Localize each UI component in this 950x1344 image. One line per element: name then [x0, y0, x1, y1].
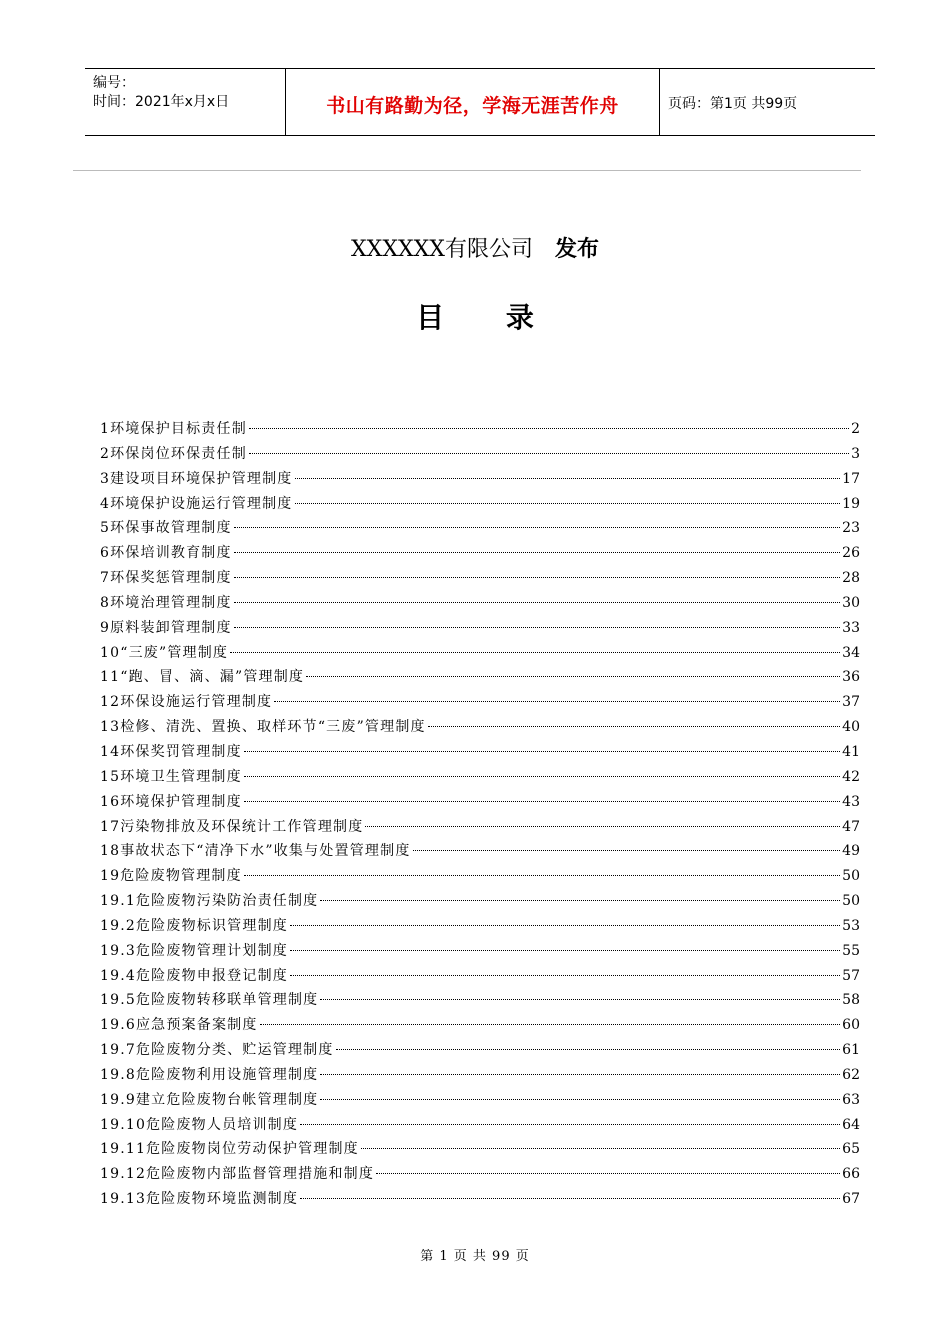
toc-entry-title: 19.4危险废物申报登记制度: [100, 967, 288, 984]
toc-dot-leader: [244, 875, 840, 876]
toc-entry-title: 1环境保护目标责任制: [100, 421, 247, 437]
toc-entry-page: 60: [842, 1017, 860, 1034]
toc-entry-title: 11“跑、冒、滴、漏”管理制度: [100, 669, 305, 686]
toc-entry-page: 47: [842, 818, 860, 835]
toc-entry[interactable]: [100, 1162, 860, 1187]
toc-entry-page: 30: [842, 594, 860, 611]
toc-entry-title: 19.10危险废物人员培训制度: [100, 1116, 299, 1133]
toc-entry-title: 17污染物排放及环保统计工作管理制度: [100, 818, 364, 835]
toc-dot-leader: [244, 751, 840, 752]
toc-dot-leader: [244, 776, 840, 777]
header-meta-cell: [85, 69, 286, 135]
toc-entry-title: 7环保奖惩管理制度: [100, 570, 232, 587]
toc-entry-title: 19危险废物管理制度: [100, 868, 242, 885]
publish-label: 发布: [554, 237, 599, 262]
table-of-contents: [100, 417, 860, 1212]
toc-entry-page: 19: [842, 495, 860, 512]
toc-entry[interactable]: [100, 1113, 860, 1138]
toc-entry[interactable]: [100, 616, 860, 641]
toc-entry-title: 14环保奖罚管理制度: [100, 743, 242, 760]
toc-dot-leader: [234, 527, 840, 528]
header-divider: [73, 170, 861, 171]
toc-entry-page: 42: [842, 768, 860, 785]
toc-dot-leader: [300, 1198, 840, 1199]
toc-dot-leader: [234, 552, 840, 553]
toc-entry-title: 19.13危险废物环境监测制度: [100, 1191, 299, 1208]
toc-dot-leader: [320, 900, 840, 901]
toc-entry-page: 58: [842, 992, 860, 1009]
document-date: 时间：2021年x月x日: [93, 94, 230, 110]
toc-entry-title: 3建设项目环境保护管理制度: [100, 470, 293, 487]
toc-dot-leader: [230, 652, 840, 653]
toc-entry[interactable]: [100, 690, 860, 715]
toc-entry-page: 40: [842, 719, 860, 736]
toc-entry-title: 18事故状态下“清净下水”收集与处置管理制度: [100, 843, 411, 860]
toc-dot-leader: [320, 1099, 840, 1100]
toc-dot-leader: [306, 676, 840, 677]
document-number-label: 编号：: [93, 75, 135, 91]
toc-entry-page: 53: [842, 917, 860, 934]
toc-entry-title: 4环境保护设施运行管理制度: [100, 495, 293, 512]
toc-dot-leader: [244, 801, 840, 802]
toc-entry-title: 9原料装卸管理制度: [100, 619, 232, 636]
toc-entry-page: 50: [842, 868, 860, 885]
toc-entry[interactable]: [100, 914, 860, 939]
toc-entry-title: 19.7危险废物分类、贮运管理制度: [100, 1042, 334, 1059]
toc-dot-leader: [295, 478, 841, 479]
toc-dot-leader: [413, 850, 841, 851]
toc-title: 目 录: [416, 301, 560, 334]
toc-entry-page: 3: [851, 445, 860, 462]
toc-entry[interactable]: [100, 591, 860, 616]
toc-entry-page: 67: [842, 1191, 860, 1208]
toc-entry-title: 13检修、清洗、置换、取样环节“三废”管理制度: [100, 719, 426, 736]
toc-dot-leader: [320, 999, 840, 1000]
toc-entry[interactable]: [100, 641, 860, 666]
toc-entry[interactable]: [100, 740, 860, 765]
toc-entry-page: 36: [842, 669, 860, 686]
toc-dot-leader: [300, 1124, 840, 1125]
toc-entry-page: 65: [842, 1141, 860, 1158]
toc-dot-leader: [376, 1173, 840, 1174]
toc-entry-page: 62: [842, 1066, 860, 1083]
toc-dot-leader: [428, 726, 840, 727]
toc-entry[interactable]: [100, 417, 860, 442]
toc-dot-leader: [361, 1148, 840, 1149]
toc-entry[interactable]: [100, 541, 860, 566]
toc-entry[interactable]: [100, 864, 860, 889]
toc-entry-title: 19.8危险废物利用设施管理制度: [100, 1066, 319, 1083]
header-page-info: 页码：第1页 共99页: [668, 96, 798, 112]
toc-dot-leader: [260, 1024, 841, 1025]
toc-dot-leader: [365, 826, 840, 827]
toc-entry-page: 61: [842, 1042, 860, 1059]
toc-entry-title: 10“三废”管理制度: [100, 644, 229, 661]
header-page-cell: [660, 69, 875, 135]
toc-entry[interactable]: [100, 492, 860, 517]
toc-entry-page: 2: [851, 421, 860, 437]
toc-entry[interactable]: [100, 1088, 860, 1113]
toc-entry[interactable]: [100, 939, 860, 964]
toc-dot-leader: [274, 701, 840, 702]
toc-dot-leader: [290, 975, 840, 976]
toc-entry-title: 19.11危险废物岗位劳动保护管理制度: [100, 1141, 359, 1158]
toc-entry-page: 17: [842, 470, 860, 487]
toc-entry-page: 37: [842, 694, 860, 711]
toc-entry-title: 15环境卫生管理制度: [100, 768, 242, 785]
toc-entry[interactable]: [100, 715, 860, 740]
toc-entry[interactable]: [100, 790, 860, 815]
toc-entry[interactable]: [100, 516, 860, 541]
toc-dot-leader: [290, 925, 840, 926]
toc-entry[interactable]: [100, 815, 860, 840]
toc-entry[interactable]: [100, 665, 860, 690]
page-footer: 第 1 页 共 99 页: [420, 1249, 530, 1264]
toc-entry-title: 19.3危险废物管理计划制度: [100, 942, 288, 959]
toc-entry-title: 19.9建立危险废物台帐管理制度: [100, 1091, 319, 1108]
company-name: XXXXXX有限公司: [351, 237, 533, 262]
toc-dot-leader: [336, 1049, 841, 1050]
toc-entry-page: 34: [842, 644, 860, 661]
header-motto-cell: [286, 69, 660, 135]
toc-dot-leader: [290, 950, 840, 951]
toc-dot-leader: [249, 453, 849, 454]
toc-entry-page: 66: [842, 1166, 860, 1183]
toc-entry-page: 43: [842, 793, 860, 810]
document-header: [85, 68, 875, 136]
toc-entry-page: 50: [842, 893, 860, 910]
toc-entry[interactable]: [100, 889, 860, 914]
toc-entry[interactable]: [100, 442, 860, 467]
toc-entry[interactable]: [100, 1137, 860, 1162]
toc-entry[interactable]: [100, 988, 860, 1013]
toc-dot-leader: [295, 503, 841, 504]
toc-entry[interactable]: [100, 1013, 860, 1038]
toc-entry-page: 57: [842, 967, 860, 984]
toc-dot-leader: [234, 577, 840, 578]
toc-dot-leader: [249, 428, 849, 429]
toc-entry-page: 49: [842, 843, 860, 860]
company-line: [0, 232, 950, 263]
toc-entry[interactable]: [100, 1063, 860, 1088]
toc-entry-title: 8环境治理管理制度: [100, 594, 232, 611]
toc-entry-title: 5环保事故管理制度: [100, 520, 232, 537]
toc-entry[interactable]: [100, 1038, 860, 1063]
toc-entry[interactable]: [100, 839, 860, 864]
toc-entry-title: 12环保设施运行管理制度: [100, 694, 273, 711]
toc-entry-title: 2环保岗位环保责任制: [100, 445, 247, 462]
toc-entry-title: 6环保培训教育制度: [100, 545, 232, 562]
toc-entry-page: 23: [842, 520, 860, 537]
toc-entry-page: 33: [842, 619, 860, 636]
header-motto: 书山有路勤为径，学海无涯苦作舟: [326, 95, 619, 117]
toc-entry-title: 19.6应急预案备案制度: [100, 1017, 258, 1034]
toc-entry-title: 19.12危险废物内部监督管理措施和制度: [100, 1166, 375, 1183]
toc-entry-page: 28: [842, 570, 860, 587]
toc-entry-title: 19.2危险废物标识管理制度: [100, 917, 288, 934]
toc-entry-page: 41: [842, 743, 860, 760]
toc-entry[interactable]: [100, 765, 860, 790]
toc-entry-page: 26: [842, 545, 860, 562]
toc-entry[interactable]: [100, 964, 860, 989]
toc-dot-leader: [234, 627, 840, 628]
toc-dot-leader: [234, 602, 840, 603]
toc-entry-title: 19.1危险废物污染防治责任制度: [100, 893, 319, 910]
toc-dot-leader: [320, 1074, 840, 1075]
toc-entry-page: 64: [842, 1116, 860, 1133]
toc-entry[interactable]: [100, 1187, 860, 1212]
toc-entry-title: 16环境保护管理制度: [100, 793, 242, 810]
toc-entry[interactable]: [100, 467, 860, 492]
toc-entry-page: 55: [842, 942, 860, 959]
toc-entry[interactable]: [100, 566, 860, 591]
toc-entry-title: 19.5危险废物转移联单管理制度: [100, 992, 319, 1009]
toc-entry-page: 63: [842, 1091, 860, 1108]
